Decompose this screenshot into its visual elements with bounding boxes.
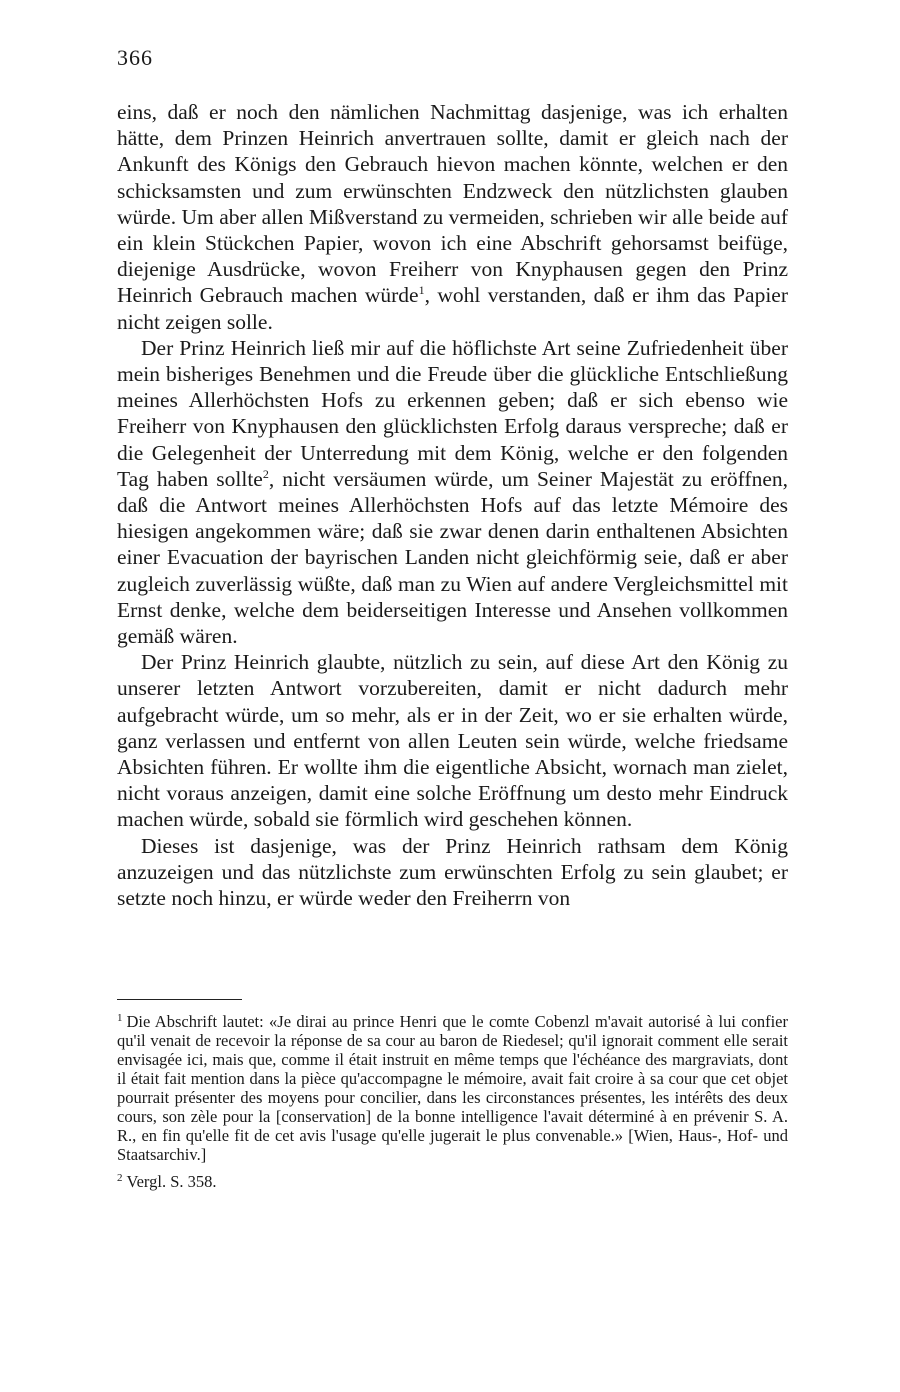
paragraph [117,833,788,912]
paragraph-text: Dieses ist dasjenige, was der Prinz Heinrich rathsam dem König anzuzeigen und das nützlichste zum erwünschten Erfolg zu sein glaubet; er setzte noch hinzu, er würde weder den Freiherrn von [117,833,788,911]
footnote-mark: 2 [117,1171,123,1184]
paragraph [117,649,788,832]
page-number: 366 [117,45,153,70]
footnote-mark: 1 [117,1011,123,1024]
paragraph [117,335,788,649]
footnote-ref[interactable]: 1 [418,283,425,298]
footnotes [117,1012,788,1199]
paragraph-text-continued: , nicht versäumen würde, um Seiner Majestät zu eröffnen, daß die Antwort meines Allerhöchsten Hofs auf das letzte Mémoire des hiesigen angekommen wäre; daß sie zwar denen darin enthaltenen Absichten einer Evacuation der bayrischen Landen nicht gleichförmig seie, daß er aber zugleich zuverlässig wüßte, daß man zu Wien auf andere Vergleichsmittel mit Ernst denke, welche dem beiderseitigen Interesse und Ansehen vollkommen gemäß wären. [117,466,789,649]
paragraph-text: Der Prinz Heinrich ließ mir auf die höflichste Art seine Zufriedenheit über mein bisheriges Benehmen und die Freude über die glückliche Entschließung meines Allerhöchsten Hofs zu erkennen geben; daß er sich ebenso wie Freiherr von Knyphausen den glücklichsten Erfolg daraus verspreche; daß er die Gelegenheit der Unterredung mit dem König, welche er den folgenden Tag haben sollte [117,335,788,491]
footnote [117,1172,788,1191]
footnote-text: Vergl. S. 358. [126,1172,217,1191]
paragraph-text: Der Prinz Heinrich glaubte, nützlich zu sein, auf diese Art den König zu unserer letzten Antwort vorzubereiten, damit er nicht dadurch mehr aufgebracht würde, um so mehr, als er in der Zeit, wo er sie erhalten würde, ganz verlassen und entfernt von allen Leuten sein würde, welche friedsame Absichten führen. Er wollte ihm die eigentliche Absicht, wornach man zielet, nicht voraus anzeigen, damit eine solche Eröffnung um desto mehr Eindruck machen würde, sobald sie förmlich wird geschehen können. [117,650,788,832]
footnote-ref[interactable]: 2 [262,466,269,481]
footnote [117,1012,788,1164]
footnote-divider [117,999,242,1000]
footnote-text: Die Abschrift lautet: «Je dirai au prince Henri que le comte Cobenzl m'avait autorisé à lui confier qu'il venait de recevoir la réponse de sa cour au baron de Riedesel; qu'il ignorait comment elle serait envisagée ici, mais que, comme il était instruit en même temps que l'échéance des margraviats, dont il était fait mention dans la pièce qu'accompagne le mémoire, avait fait croire à sa cour que cet objet pourrait présenter des moyens pour concilier, dans les circonstances présentes, les intérêts des deux cours, son zèle pour la [conservation] de la bonne intelligence l'avait déterminé à en prévenir S. A. R., en fin qu'elle fit de cet avis l'usage qu'elle jugerait le plus convenable.» [Wien, Haus-, Hof- und Staatsarchiv.] [117,1012,788,1164]
main-text [117,99,788,911]
paragraph-text-continued: , wohl verstanden, daß er ihm das Papier nicht zeigen solle. [117,283,788,334]
paragraph-text: eins, daß er noch den nämlichen Nachmittag dasjenige, was ich erhalten hätte, dem Prinzen Heinrich anvertrauen sollte, damit er gleich nach der Ankunft des Königs den Gebrauch hievon machen könnte, welchen er den schicksamsten und zum erwünschten Endzweck den nützlichsten glauben würde. Um aber allen Mißverstand zu vermeiden, schrieben wir alle beide auf ein klein Stückchen Papier, wovon ich eine Abschrift gehorsamst beifüge, diejenige Ausdrücke, wovon Freiherr von Knyphausen gegen den Prinz Heinrich Gebrauch machen würde [117,100,788,308]
paragraph [117,99,788,335]
